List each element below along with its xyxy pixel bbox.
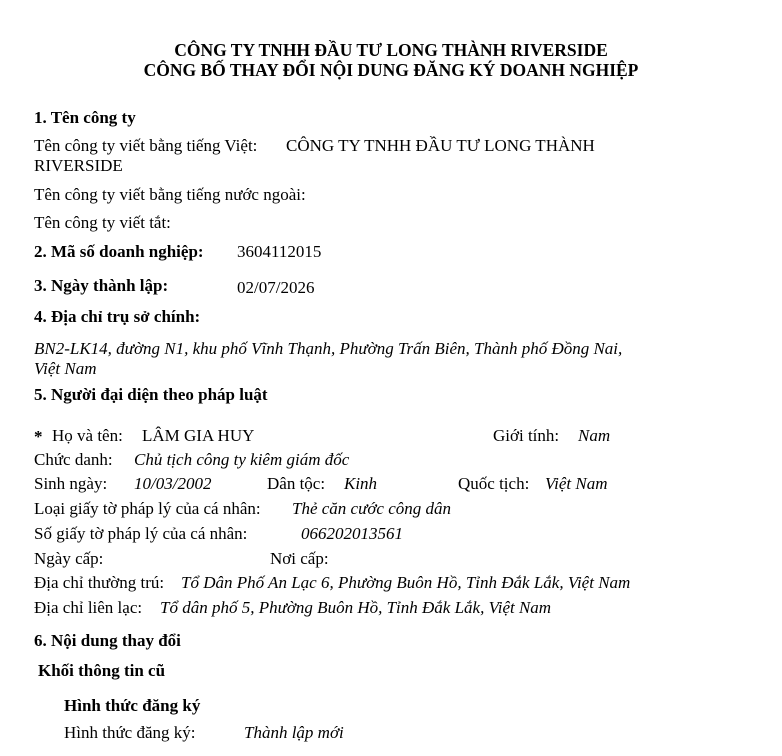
enterprise-code-value: 3604112015	[237, 242, 322, 261]
ethnic-label: Dân tộc:	[267, 474, 326, 493]
foreign-name-label: Tên công ty viết bằng tiếng nước ngoài:	[34, 185, 306, 204]
viet-name-value-line1: CÔNG TY TNHH ĐẦU TƯ LONG THÀNH	[286, 136, 595, 155]
section4-heading: 4. Địa chỉ trụ sở chính:	[34, 307, 201, 326]
old-info-block-heading: Khối thông tin cũ	[38, 661, 166, 680]
gender-label: Giới tính:	[493, 426, 560, 445]
section5-heading: 5. Người đại diện theo pháp luật	[34, 385, 268, 404]
position-value: Chủ tịch công ty kiêm giám đốc	[134, 450, 350, 469]
viet-name-label: Tên công ty viết bằng tiếng Việt:	[34, 136, 258, 155]
ethnic-value: Kinh	[344, 474, 378, 493]
name-label: Họ và tên:	[52, 426, 123, 445]
short-name-label: Tên công ty viết tắt:	[34, 213, 171, 232]
issue-place-label: Nơi cấp:	[270, 549, 329, 568]
company-title: CÔNG TY TNHH ĐẦU TƯ LONG THÀNH RIVERSIDE	[174, 40, 608, 60]
section2-heading: 2. Mã số doanh nghiệp:	[34, 242, 204, 261]
id-number-label: Số giấy tờ pháp lý của cá nhân:	[34, 524, 248, 543]
required-star: *	[34, 427, 43, 446]
name-value: LÂM GIA HUY	[142, 426, 255, 445]
section6-heading: 6. Nội dung thay đổi	[34, 631, 181, 650]
dob-value: 10/03/2002	[134, 474, 212, 493]
hq-address-line1: BN2-LK14, đường N1, khu phố Vĩnh Thạnh, Phường Trấn Biên, Thành phố Đồng Nai,	[34, 339, 623, 358]
founding-date-value: 02/07/2026	[237, 278, 315, 297]
id-type-label: Loại giấy tờ pháp lý của cá nhân:	[34, 499, 261, 518]
issue-date-label: Ngày cấp:	[34, 549, 104, 568]
id-type-value: Thẻ căn cước công dân	[292, 499, 452, 518]
section3-heading: 3. Ngày thành lập:	[34, 276, 169, 295]
viet-name-value-line2: RIVERSIDE	[34, 156, 123, 175]
registration-form-label: Hình thức đăng ký:	[64, 723, 196, 742]
position-label: Chức danh:	[34, 450, 113, 469]
notice-title: CÔNG BỐ THAY ĐỔI NỘI DUNG ĐĂNG KÝ DOANH NGHIỆP	[143, 60, 639, 80]
dob-label: Sinh ngày:	[34, 474, 108, 493]
registration-form-heading: Hình thức đăng ký	[64, 696, 201, 715]
id-number-value: 066202013561	[301, 524, 403, 543]
nationality-value: Việt Nam	[545, 474, 608, 493]
contact-address-label: Địa chỉ liên lạc:	[34, 598, 143, 617]
gender-value: Nam	[578, 426, 611, 445]
hq-address-line2: Việt Nam	[34, 359, 97, 378]
registration-form-value: Thành lập mới	[244, 723, 344, 742]
section1-heading: 1. Tên công ty	[34, 108, 136, 127]
residence-label: Địa chỉ thường trú:	[34, 573, 165, 592]
residence-value: Tổ Dân Phố An Lạc 6, Phường Buôn Hồ, Tỉnh Đắk Lắk, Việt Nam	[181, 573, 631, 592]
contact-address-value: Tổ dân phố 5, Phường Buôn Hồ, Tỉnh Đắk Lắk, Việt Nam	[160, 598, 552, 617]
nationality-label: Quốc tịch:	[458, 474, 530, 493]
